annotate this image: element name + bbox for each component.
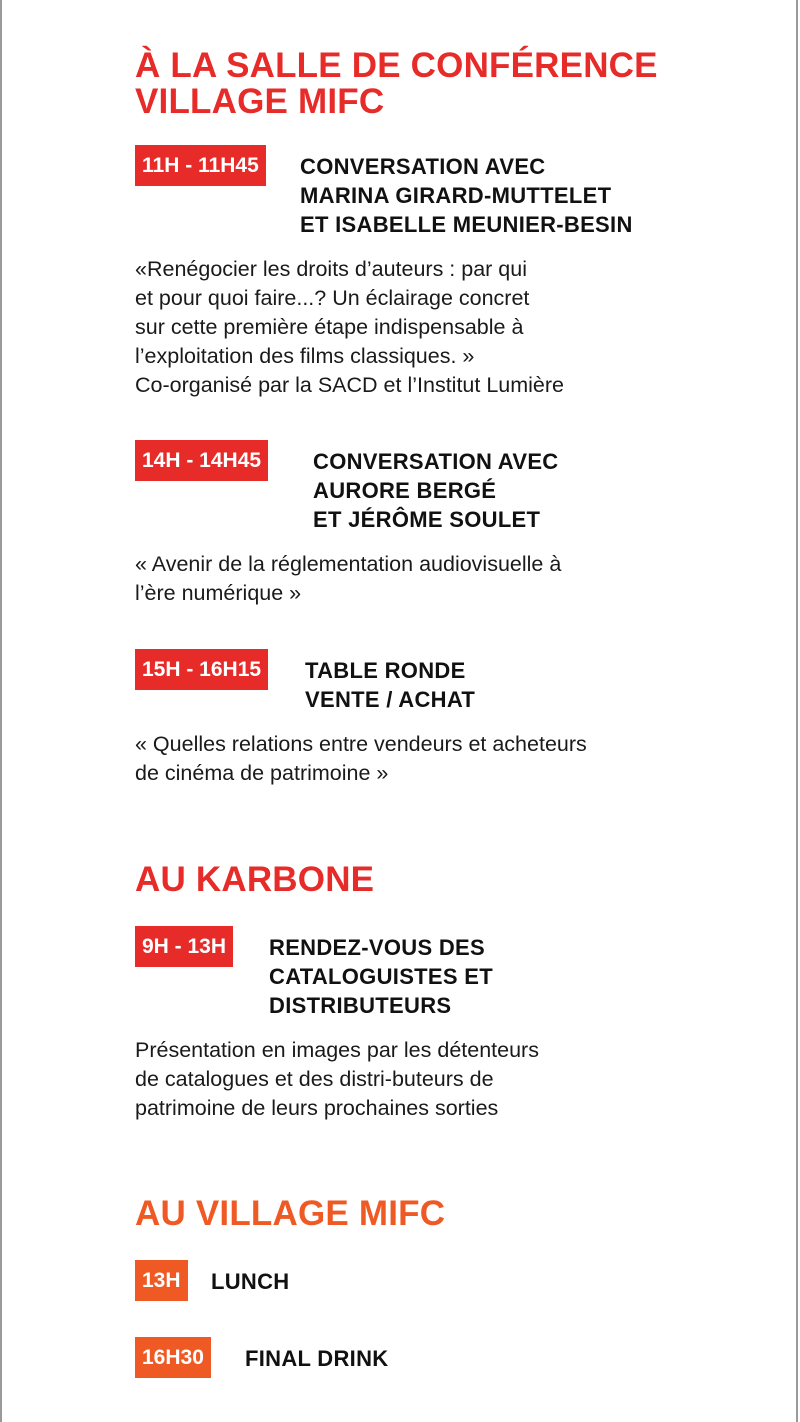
event-title: TABLE RONDE VENTE / ACHAT: [305, 658, 476, 712]
time-badge: 15H - 16H15: [135, 649, 268, 690]
section-title-village-mifc: AU VILLAGE MIFC: [135, 1194, 446, 1233]
time-badge: 14H - 14H45: [135, 440, 268, 481]
event-description: «Renégocier les droits d’auteurs : par qui et pour quoi faire...? Un éclairage concret sur cette première étape indispensable à l’exploitation des films classiques. » Co-organisé par la SACD et l’Institut Lumière: [135, 257, 564, 397]
event-title: CONVERSATION AVEC AURORE BERGÉ ET JÉRÔME SOULET: [313, 449, 559, 532]
event-title: FINAL DRINK: [245, 1346, 389, 1371]
section-title-salle-conference: À LA SALLE DE CONFÉRENCE VILLAGE MIFC: [135, 46, 658, 121]
event-description: « Avenir de la réglementation audiovisuelle à l’ère numérique »: [135, 552, 562, 605]
event-description: Présentation en images par les détenteurs de catalogues et des distri-buteurs de patrimoine de leurs prochaines sorties: [135, 1038, 539, 1120]
event-title: LUNCH: [211, 1269, 290, 1294]
time-badge: 13H: [135, 1260, 188, 1301]
section-title-karbone: AU KARBONE: [135, 860, 375, 899]
event-description: « Quelles relations entre vendeurs et acheteurs de cinéma de patrimoine »: [135, 732, 587, 785]
time-badge: 16H30: [135, 1337, 211, 1378]
time-badge: 9H - 13H: [135, 926, 233, 967]
time-badge: 11H - 11H45: [135, 145, 266, 186]
event-title: CONVERSATION AVEC MARINA GIRARD-MUTTELET ET ISABELLE MEUNIER-BESIN: [300, 154, 633, 237]
event-title: RENDEZ-VOUS DES CATALOGUISTES ET DISTRIBUTEURS: [269, 935, 493, 1018]
